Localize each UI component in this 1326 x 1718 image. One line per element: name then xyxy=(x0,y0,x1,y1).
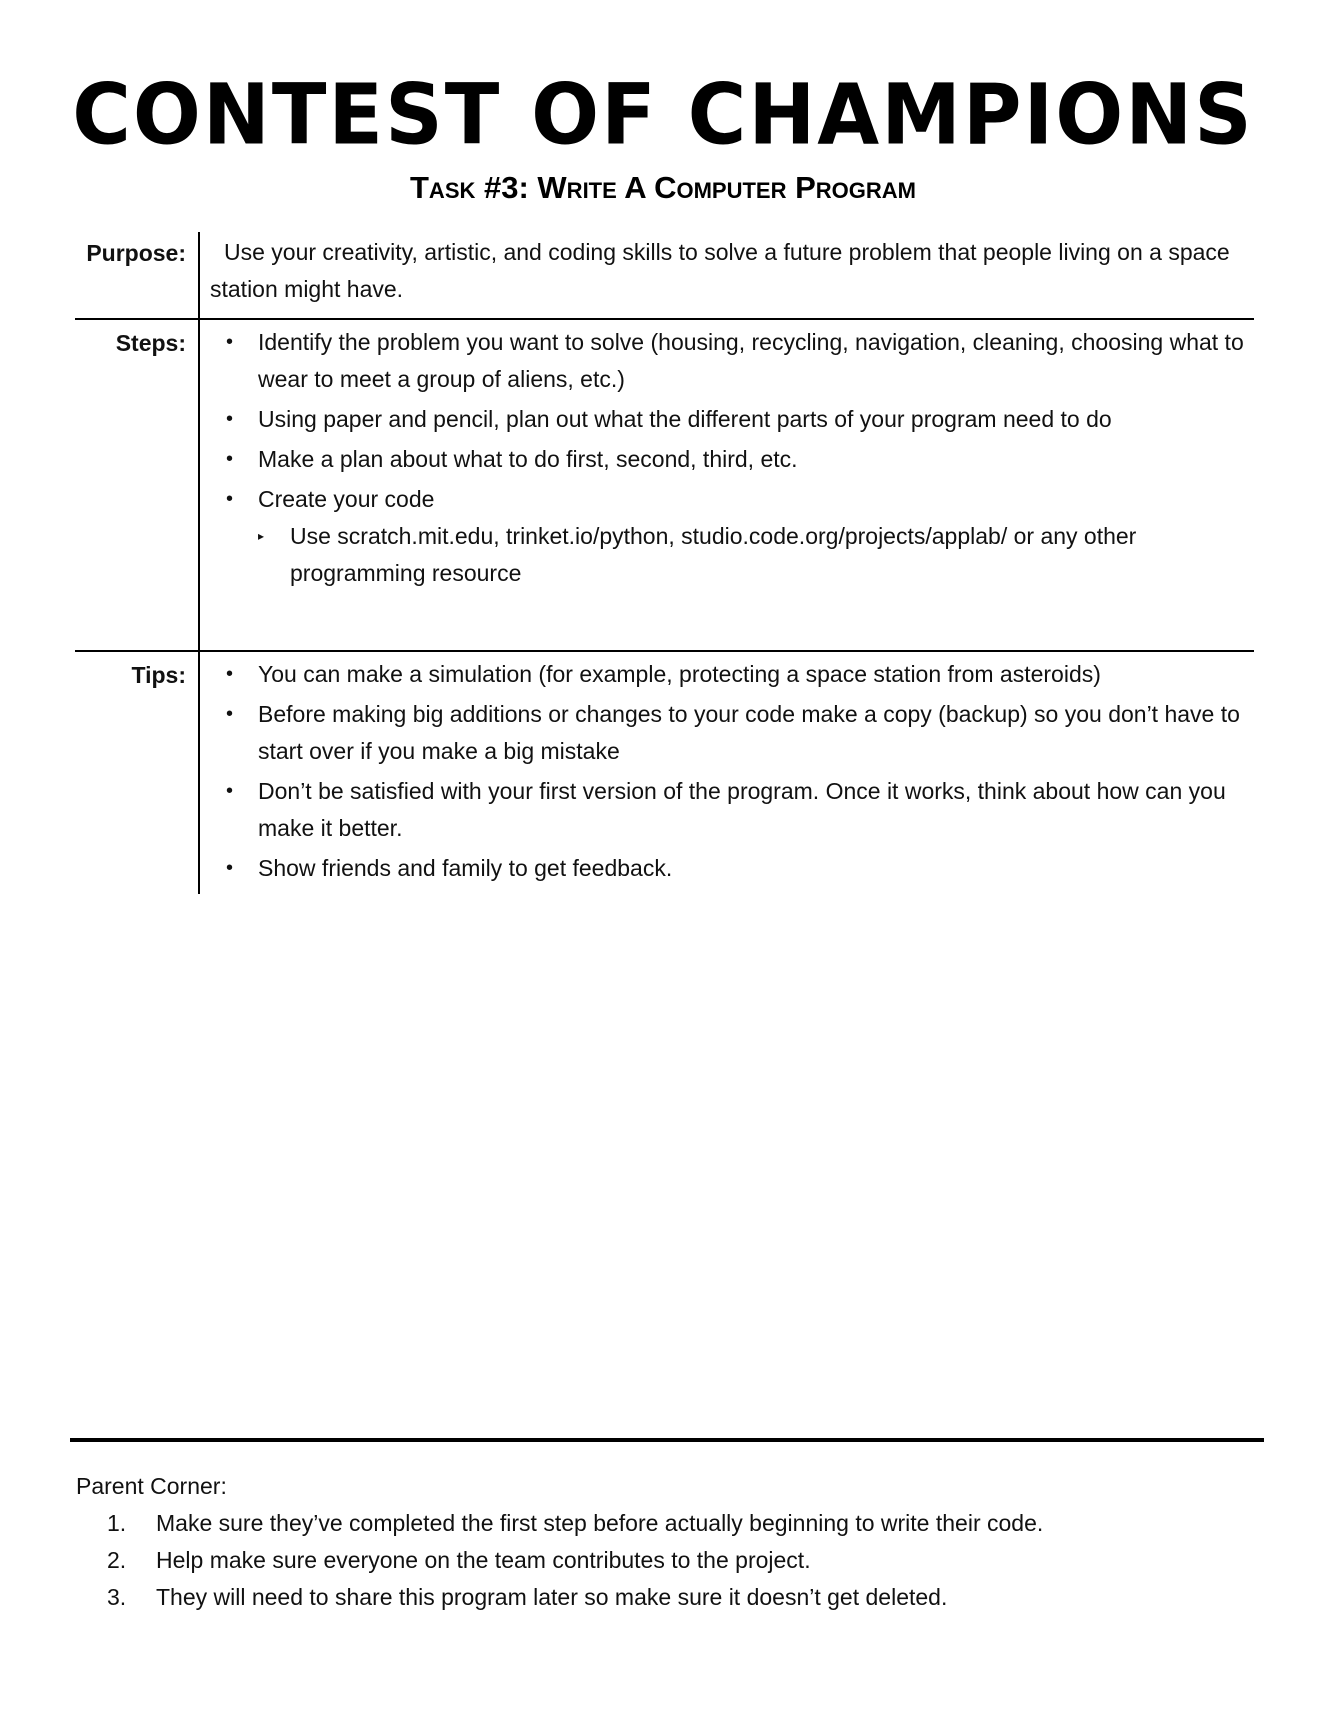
bullet-icon: • xyxy=(226,663,234,685)
bullet-icon: • xyxy=(226,408,234,430)
footer-divider xyxy=(70,1438,1264,1442)
list-item xyxy=(210,773,1250,847)
list-item xyxy=(76,1579,1256,1616)
list-number: 3. xyxy=(107,1584,127,1610)
column-divider xyxy=(198,232,200,894)
list-item xyxy=(210,324,1250,398)
bullet-icon: • xyxy=(226,703,234,725)
task-title: Task #3: Write A Computer Program xyxy=(410,170,916,205)
row-divider-purpose-steps xyxy=(75,318,1254,320)
step-text: Create your code xyxy=(258,486,435,512)
list-item-text: Make sure they’ve completed the first step before actually beginning to write their code. xyxy=(156,1510,1044,1536)
sub-list-item xyxy=(258,518,1250,592)
tip-text: You can make a simulation (for example, protecting a space station from asteroids) xyxy=(258,661,1101,687)
tip-text: Show friends and family to get feedback. xyxy=(258,855,673,881)
list-item-text: They will need to share this program later so make sure it doesn’t get deleted. xyxy=(156,1584,948,1610)
list-item xyxy=(210,656,1250,693)
bullet-icon: • xyxy=(226,488,234,510)
steps-list xyxy=(210,324,1250,592)
tip-text: Before making big additions or changes to your code make a copy (backup) so you don’t have to start over if you make a big mistake xyxy=(258,701,1240,764)
tips-list xyxy=(210,656,1250,887)
bullet-icon: • xyxy=(226,448,234,470)
purpose-label: Purpose: xyxy=(86,240,186,266)
list-item xyxy=(210,441,1250,478)
triangle-bullet-icon: ▸ xyxy=(258,529,265,543)
tips-content xyxy=(210,656,1250,890)
list-item xyxy=(210,401,1250,438)
list-item xyxy=(76,1542,1256,1579)
tips-label: Tips: xyxy=(131,662,186,688)
step-text: Identify the problem you want to solve (housing, recycling, navigation, cleaning, choosing what to wear to meet a group of aliens, etc.) xyxy=(258,329,1244,392)
bullet-icon: • xyxy=(226,857,234,879)
page-title: CONTEST OF CHAMPIONS xyxy=(72,65,1254,164)
sub-list xyxy=(258,518,1250,592)
parent-corner-heading: Parent Corner: xyxy=(76,1473,227,1499)
list-number: 1. xyxy=(107,1510,127,1536)
parent-corner-list xyxy=(76,1505,1256,1616)
step-text: Using paper and pencil, plan out what the different parts of your program need to do xyxy=(258,406,1112,432)
sub-step-text: Use scratch.mit.edu, trinket.io/python, studio.code.org/projects/applab/ or any other programming resource xyxy=(290,523,1137,586)
bullet-icon: • xyxy=(226,780,234,802)
tip-text: Don’t be satisfied with your first version of the program. Once it works, think about how can you make it better. xyxy=(258,778,1226,841)
list-item xyxy=(210,696,1250,770)
list-item xyxy=(76,1505,1256,1542)
step-text: Make a plan about what to do first, second, third, etc. xyxy=(258,446,798,472)
parent-corner xyxy=(76,1468,1256,1616)
list-number: 2. xyxy=(107,1547,127,1573)
purpose-text: Use your creativity, artistic, and coding skills to solve a future problem that people living on a space station might have. xyxy=(210,239,1230,302)
steps-label: Steps: xyxy=(115,330,186,356)
list-item-text: Help make sure everyone on the team contributes to the project. xyxy=(156,1547,811,1573)
list-item xyxy=(210,481,1250,592)
list-item xyxy=(210,850,1250,887)
bullet-icon: • xyxy=(226,331,234,353)
steps-content xyxy=(210,324,1250,595)
row-divider-steps-tips xyxy=(75,650,1254,652)
